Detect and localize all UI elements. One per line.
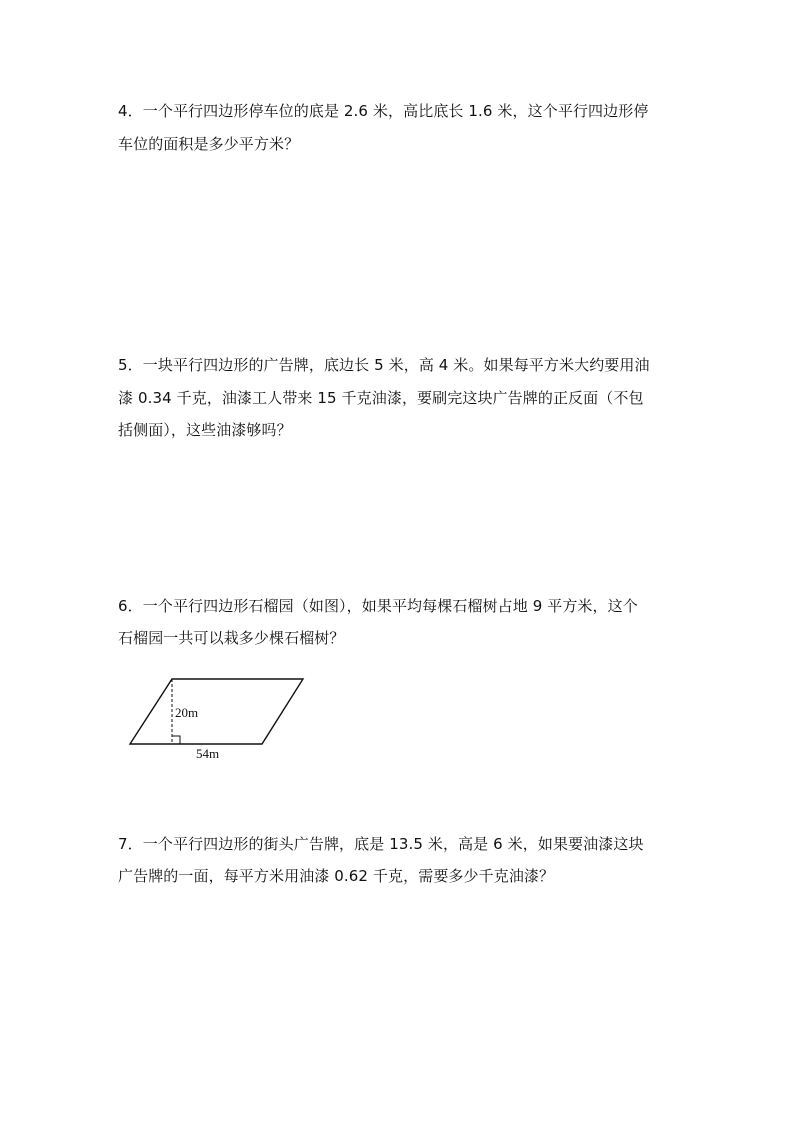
problem-7-line-2: 广告牌的一面，每平方米用油漆 0.62 千克，需要多少千克油漆？ (118, 867, 555, 885)
base-label: 54m (196, 746, 220, 761)
parallelogram-figure (125, 672, 310, 764)
problem-4-line-2: 车位的面积是多少平方米？ (118, 135, 300, 153)
problem-5-line-3: 括侧面），这些油漆够吗？ (118, 421, 292, 439)
right-angle-mark (172, 736, 180, 744)
problem-5-line-2: 漆 0.34 千克，油漆工人带来 15 千克油漆，要刷完这块广告牌的正反面（不包 (118, 389, 644, 407)
problem-6-line-1: 6．一个平行四边形石榴园（如图），如果平均每棵石榴树占地 9 平方米，这个 (118, 597, 638, 615)
problem-6-line-2: 石榴园一共可以栽多少棵石榴树？ (118, 629, 345, 647)
problem-4-line-1: 4．一个平行四边形停车位的底是 2.6 米，高比底长 1.6 米，这个平行四边形停 (118, 102, 649, 120)
parallelogram-shape (130, 679, 303, 744)
parallelogram-diagram (125, 672, 310, 764)
problem-7-line-1: 7．一个平行四边形的街头广告牌，底是 13.5 米，高是 6 米，如果要油漆这块 (118, 835, 644, 853)
height-label: 20m (175, 705, 199, 720)
problem-5-line-1: 5．一块平行四边形的广告牌，底边长 5 米，高 4 米。如果每平方米大约要用油 (118, 356, 650, 374)
